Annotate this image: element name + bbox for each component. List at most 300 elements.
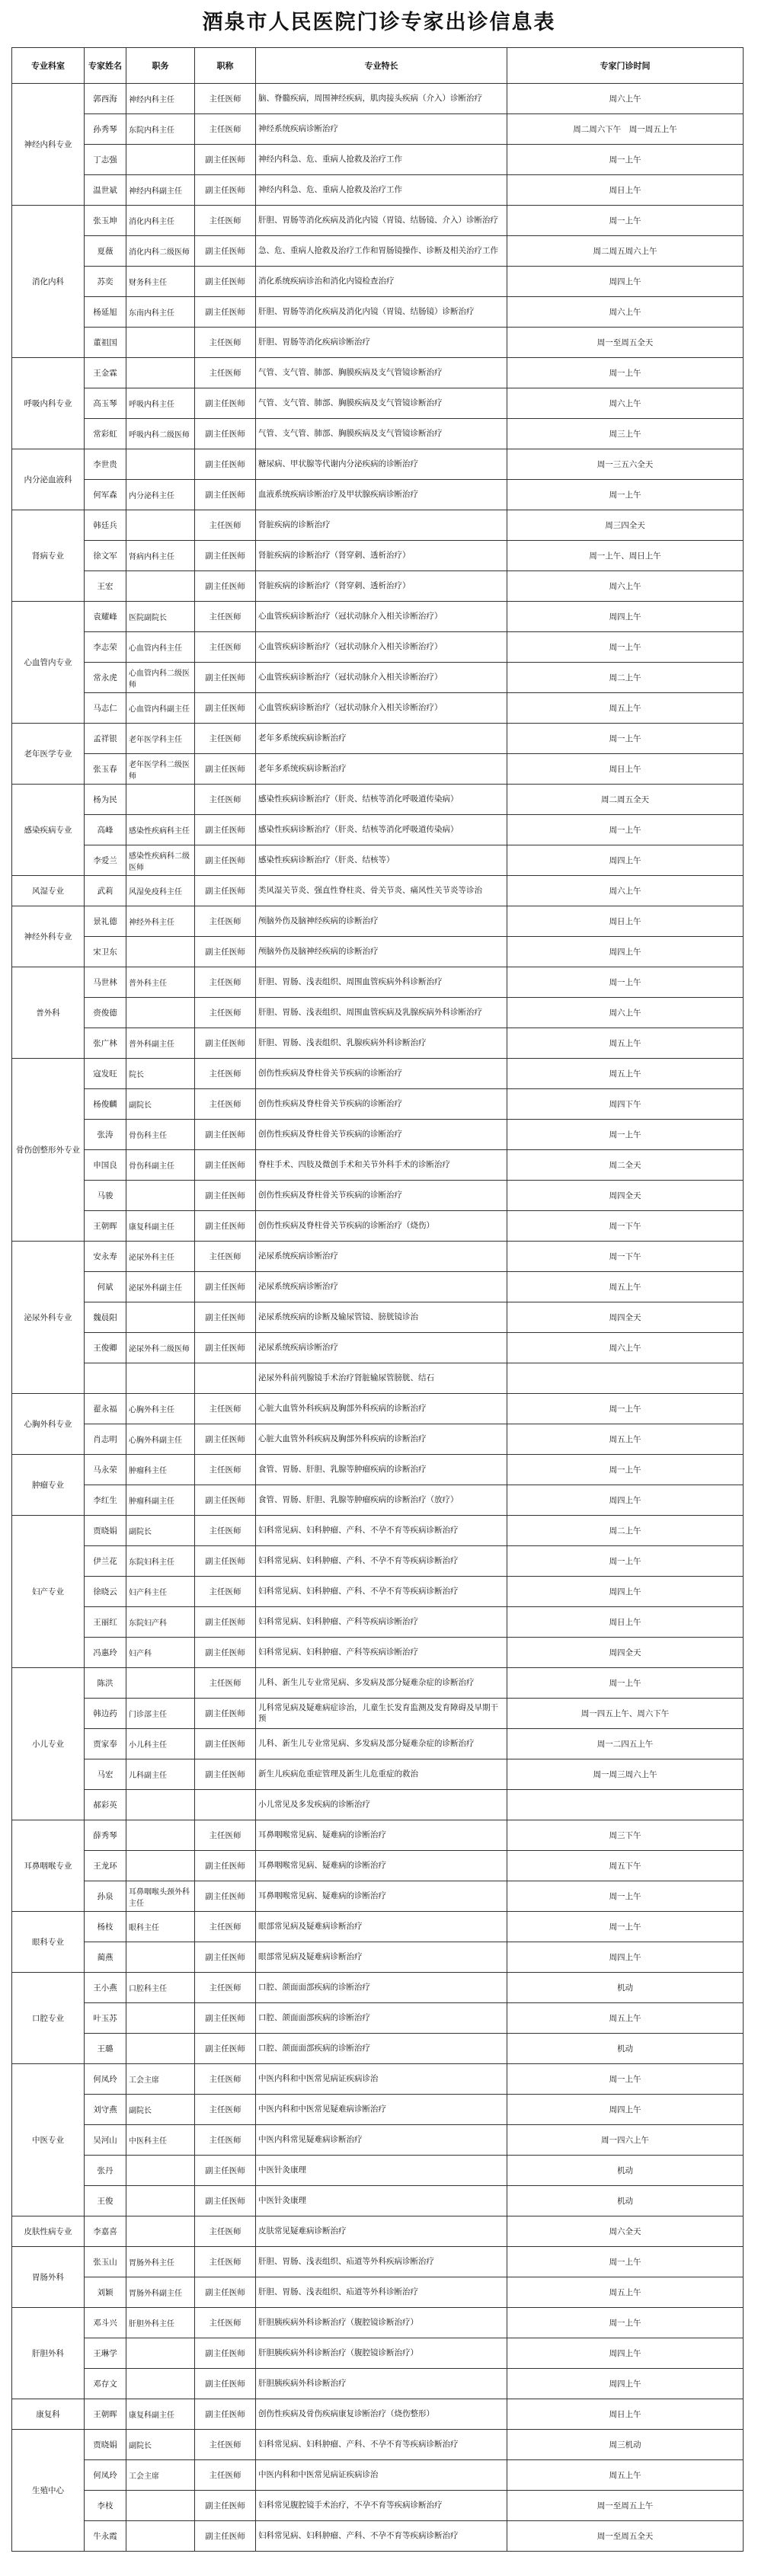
title-cell: 副主任医师 [195,663,256,693]
schedule-cell: 周一上午 [507,1120,744,1150]
position-cell [126,1302,195,1333]
title-cell: 主任医师 [195,1455,256,1485]
table-row [12,388,744,419]
schedule-cell: 周二全天 [507,1150,744,1181]
table-row [12,967,744,998]
schedule-cell: 周一至周五全天 [507,328,744,358]
specialty-cell: 新生儿疾病危重症管理及新生儿危重症的救治 [256,1759,507,1790]
title-cell: 副主任医师 [195,876,256,906]
schedule-cell: 周二周五全天 [507,785,744,815]
department-cell: 神经外科专业 [12,906,85,967]
expert-name-cell: 王璐 [85,2034,126,2064]
specialty-cell: 妇科常见腹腔镜手术治疗，不孕不育等疾病诊断治疗 [256,2491,507,2521]
title-cell: 副主任医师 [195,480,256,510]
expert-name-cell: 孟祥银 [85,724,126,754]
title-cell: 主任医师 [195,84,256,114]
table-row [12,510,744,541]
title-cell: 主任医师 [195,1516,256,1546]
table-row [12,1881,744,1912]
schedule-cell: 周一上午 [507,480,744,510]
table-row [12,175,744,206]
table-row [12,937,744,967]
expert-name-cell: 陈洪 [85,1668,126,1699]
table-row [12,754,744,785]
title-cell: 主任医师 [195,1577,256,1607]
table-row [12,1181,744,1211]
title-cell: 主任医师 [195,2460,256,2491]
expert-name-cell: 温世斌 [85,175,126,206]
title-cell: 副主任医师 [195,1181,256,1211]
specialty-cell: 肾脏疾病的诊断治疗 [256,510,507,541]
position-cell [126,937,195,967]
schedule-cell: 周六上午 [507,84,744,114]
expert-name-cell: 何凤玲 [85,2064,126,2095]
schedule-cell: 周一上午 [507,1668,744,1699]
expert-name-cell: 孙秀琴 [85,114,126,145]
specialty-cell: 心脏大血管外科疾病及胸部外科疾病的诊断治疗 [256,1394,507,1424]
specialty-cell: 耳鼻咽喉常见病、疑难病的诊断治疗 [256,1851,507,1881]
title-cell: 主任医师 [195,2216,256,2247]
specialty-cell: 肝胆、胃肠、浅表组织、乳腺疾病外科诊断治疗 [256,1028,507,1059]
position-cell [126,2338,195,2369]
title-cell: 副主任医师 [195,1699,256,1729]
title-cell: 副主任医师 [195,1302,256,1333]
position-cell: 工会主席 [126,2064,195,2095]
expert-name-cell: 郭西海 [85,84,126,114]
expert-name-cell: 王朝晖 [85,1211,126,1242]
specialty-cell: 感染性疾病诊断治疗（肝炎、结核等消化呼吸道传染病） [256,815,507,845]
title-cell: 主任医师 [195,114,256,145]
expert-name-cell: 何军森 [85,480,126,510]
expert-name-cell: 贾家奉 [85,1729,126,1759]
table-row [12,419,744,449]
schedule-cell: 周一下午 [507,1242,744,1272]
position-cell: 泌尿外科主任 [126,1242,195,1272]
specialty-cell: 肝胆、胃肠、浅表组织、周围血管疾病及乳腺疾病外科诊断治疗 [256,998,507,1028]
expert-name-cell: 邓斗兴 [85,2308,126,2338]
table-row [12,815,744,845]
position-cell: 肝胆外科主任 [126,2308,195,2338]
position-cell: 老年医学科主任 [126,724,195,754]
specialty-cell: 肾脏疾病的诊断治疗（肾穿刺、透析治疗） [256,571,507,602]
title-cell: 副主任医师 [195,571,256,602]
title-cell: 副主任医师 [195,297,256,328]
title-cell: 主任医师 [195,1668,256,1699]
position-cell: 康复科副主任 [126,2399,195,2430]
position-cell: 消化内科二级医师 [126,236,195,267]
specialty-cell: 颅脑外伤及脑神经疾病的诊断治疗 [256,906,507,937]
position-cell [126,2521,195,2552]
schedule-cell: 周四上午 [507,937,744,967]
title-cell: 主任医师 [195,724,256,754]
table-row [12,2308,744,2338]
schedule-cell: 周六上午 [507,571,744,602]
title-cell: 主任医师 [195,906,256,937]
title-cell: 副主任医师 [195,1211,256,1242]
expert-name-cell: 王龙环 [85,1851,126,1881]
specialty-cell: 儿科、新生儿专业常见病、多发病及部分疑难杂症的诊断治疗 [256,1668,507,1699]
expert-name-cell: 李世贵 [85,449,126,480]
title-cell: 副主任医师 [195,541,256,571]
department-cell: 眼科专业 [12,1912,85,1973]
expert-name-cell: 李红生 [85,1485,126,1516]
expert-name-cell: 贾晓娟 [85,1516,126,1546]
title-cell: 主任医师 [195,206,256,236]
schedule-cell: 周日上午 [507,175,744,206]
specialty-cell: 感染性疾病诊断治疗（肝炎、结核等消化呼吸道传染病） [256,785,507,815]
expert-name-cell: 蔺燕 [85,1942,126,1973]
schedule-cell: 周四上午 [507,845,744,876]
specialty-cell: 神经内科急、危、重病人抢救及治疗工作 [256,175,507,206]
title-cell: 副主任医师 [195,175,256,206]
title-cell: 副主任医师 [195,693,256,724]
title-cell: 主任医师 [195,2430,256,2460]
position-cell: 神经内科副主任 [126,175,195,206]
schedule-cell: 机动 [507,2034,744,2064]
table-row [12,1059,744,1089]
header-row [12,48,744,84]
expert-name-cell: 杨俊麟 [85,1089,126,1120]
position-cell [126,510,195,541]
position-cell [126,328,195,358]
title-cell: 副主任医师 [195,1028,256,1059]
table-row [12,358,744,388]
table-row [12,2338,744,2369]
table-row [12,267,744,297]
position-cell: 康复科副主任 [126,1211,195,1242]
specialty-cell: 中医内科和中医常见病证疾病诊治 [256,2064,507,2095]
table-row [12,1242,744,1272]
title-cell: 主任医师 [195,2064,256,2095]
position-cell: 心血管内科二级医师 [126,663,195,693]
specialty-cell: 耳鼻咽喉常见病、疑难病的诊断治疗 [256,1820,507,1851]
expert-name-cell: 高玉琴 [85,388,126,419]
position-cell: 呼吸内科二级医师 [126,419,195,449]
table-row [12,2247,744,2277]
department-cell: 泌尿外科专业 [12,1242,85,1394]
position-cell: 东院妇产科 [126,1607,195,1638]
table-row [12,1272,744,1302]
schedule-cell: 周五下午 [507,1851,744,1881]
schedule-cell: 周四上午 [507,1942,744,1973]
expert-name-cell: 马世林 [85,967,126,998]
department-cell: 骨伤创整形外专业 [12,1059,85,1242]
table-row [12,876,744,906]
schedule-cell: 周六上午 [507,1333,744,1363]
expert-name-cell: 丁志强 [85,145,126,175]
schedule-cell: 周一四五上午、周六下午 [507,1699,744,1729]
schedule-cell: 周二周五周六上午 [507,236,744,267]
schedule-cell: 周五上午 [507,2277,744,2308]
specialty-cell: 小儿常见及多发疾病的诊断治疗 [256,1790,507,1820]
table-row [12,1455,744,1485]
department-cell: 心血管内专业 [12,602,85,724]
title-cell: 主任医师 [195,632,256,663]
schedule-cell: 周一上午、周日上午 [507,541,744,571]
title-cell: 主任医师 [195,967,256,998]
table-row [12,998,744,1028]
position-cell: 门诊部主任 [126,1699,195,1729]
schedule-cell: 周一上午 [507,1881,744,1912]
schedule-cell: 周一上午 [507,724,744,754]
schedule-cell: 周五上午 [507,1028,744,1059]
col-header-position: 职务 [126,48,195,84]
table-row [12,2277,744,2308]
expert-name-cell: 赍俊德 [85,998,126,1028]
title-cell: 主任医师 [195,1912,256,1942]
table-row [12,1668,744,1699]
specialty-cell: 创伤性疾病及脊柱骨关节疾病的诊断治疗 [256,1089,507,1120]
expert-name-cell: 马骏 [85,1181,126,1211]
expert-name-cell: 贾晓娟 [85,2430,126,2460]
position-cell: 副院长 [126,1516,195,1546]
expert-name-cell: 叶玉苏 [85,2003,126,2034]
title-cell: 副主任医师 [195,1942,256,1973]
specialty-cell: 肝胆、胃肠等消化疾病及消化内镜（胃镜、结肠镜）诊断治疗 [256,297,507,328]
table-row [12,1912,744,1942]
schedule-cell: 周日上午 [507,1607,744,1638]
title-cell: 副主任医师 [195,1851,256,1881]
expert-name-cell: 张涛 [85,1120,126,1150]
expert-name-cell: 景礼德 [85,906,126,937]
position-cell: 普外科副主任 [126,1028,195,1059]
department-cell: 老年医学专业 [12,724,85,785]
specialty-cell: 创伤性疾病及脊柱骨关节疾病的诊断治疗 [256,1059,507,1089]
specialty-cell: 妇科常见病、妇科肿瘤、产科、不孕不育等疾病诊断治疗 [256,2521,507,2552]
department-cell: 肝胆外科 [12,2308,85,2399]
table-row [12,1302,744,1333]
specialty-cell: 口腔、颌面面部疾病的诊断治疗 [256,2034,507,2064]
expert-name-cell: 王俊 [85,2186,126,2216]
title-cell: 副主任医师 [195,754,256,785]
title-cell: 副主任医师 [195,1759,256,1790]
table-row [12,1333,744,1363]
title-cell: 副主任医师 [195,236,256,267]
title-cell: 副主任医师 [195,145,256,175]
specialty-cell: 心血管疾病诊断治疗（冠状动脉介入相关诊断治疗） [256,602,507,632]
schedule-cell: 周一上午 [507,815,744,845]
position-cell: 呼吸内科主任 [126,388,195,419]
table-row [12,1759,744,1790]
table-row [12,1120,744,1150]
col-header-dept: 专业科室 [12,48,85,84]
specialty-cell: 皮肤常见疑难病诊断治疗 [256,2216,507,2247]
schedule-cell: 周四下午 [507,1089,744,1120]
schedule-cell: 周六上午 [507,388,744,419]
position-cell: 东院内科主任 [126,114,195,145]
expert-name-cell: 张玉春 [85,754,126,785]
table-row [12,571,744,602]
title-cell: 主任医师 [195,998,256,1028]
position-cell [126,1942,195,1973]
title-cell: 副主任医师 [195,2156,256,2186]
title-cell: 主任医师 [195,1394,256,1424]
position-cell: 院长 [126,1059,195,1089]
schedule-cell: 周六上午 [507,297,744,328]
table-row [12,2399,744,2430]
schedule-cell [507,1363,744,1394]
table-row [12,1028,744,1059]
department-cell: 内分泌血液科 [12,449,85,510]
schedule-cell: 周四上午 [507,2095,744,2125]
table-row [12,1790,744,1820]
title-cell: 主任医师 [195,2308,256,2338]
table-row [12,236,744,267]
table-row [12,1577,744,1607]
specialty-cell: 眼部常见病及疑难病诊断治疗 [256,1942,507,1973]
schedule-cell: 周三下午 [507,1820,744,1851]
specialty-cell: 中医内科和中医常见病证疾病诊治 [256,2460,507,2491]
table-row [12,2216,744,2247]
specialty-cell: 中医内科和中医常见疑难病诊断治疗 [256,2095,507,2125]
position-cell: 儿科副主任 [126,1759,195,1790]
position-cell: 骨伤科主任 [126,1120,195,1150]
title-cell: 副主任医师 [195,449,256,480]
expert-name-cell: 牛永霞 [85,2521,126,2552]
position-cell: 骨伤科副主任 [126,1150,195,1181]
specialty-cell: 气管、支气管、肺部、胸膜疾病及支气管镜诊断治疗 [256,358,507,388]
department-cell: 耳鼻咽喉专业 [12,1820,85,1912]
position-cell: 神经内科主任 [126,84,195,114]
table-row [12,297,744,328]
expert-name-cell: 李枝 [85,2491,126,2521]
specialty-cell: 肝胆、胃肠等消化疾病诊断治疗 [256,328,507,358]
schedule-cell: 周日上午 [507,906,744,937]
title-cell: 副主任医师 [195,1272,256,1302]
title-cell: 主任医师 [195,1820,256,1851]
expert-name-cell: 徐文军 [85,541,126,571]
specialty-cell: 消化系统疾病诊治和消化内镜检查治疗 [256,267,507,297]
title-cell: 副主任医师 [195,1150,256,1181]
title-cell: 副主任医师 [195,419,256,449]
position-cell [126,785,195,815]
table-row [12,1516,744,1546]
title-cell: 主任医师 [195,1059,256,1089]
specialty-cell: 肝胆、胃肠、浅表组织、周围血管疾病外科诊断治疗 [256,967,507,998]
position-cell: 耳鼻咽喉头颈外科主任 [126,1881,195,1912]
expert-name-cell: 肖志明 [85,1424,126,1455]
col-header-specialty: 专业特长 [256,48,507,84]
specialty-cell: 创伤性疾病及脊柱骨关节疾病的诊断治疗（烧伤） [256,1211,507,1242]
position-cell: 口腔科主任 [126,1973,195,2003]
table-row [12,1363,744,1394]
specialty-cell: 创伤性疾病及脊柱骨关节疾病的诊断治疗 [256,1120,507,1150]
table-row [12,2491,744,2521]
title-cell: 主任医师 [195,510,256,541]
title-cell: 副主任医师 [195,1638,256,1668]
specialty-cell: 眼部常见病及疑难病诊断治疗 [256,1912,507,1942]
specialty-cell: 血液系统疾病诊断治疗及甲状腺疾病诊断治疗 [256,480,507,510]
title-cell: 副主任医师 [195,815,256,845]
expert-name-cell: 邓存文 [85,2369,126,2399]
schedule-cell: 周一至周五上午 [507,2491,744,2521]
expert-name-cell: 袁耀峰 [85,602,126,632]
position-cell: 医院副院长 [126,602,195,632]
specialty-cell: 肝胆、胃肠、浅表组织、疝道等外科诊断治疗 [256,2277,507,2308]
schedule-cell: 周一四六上午 [507,2125,744,2156]
expert-name-cell: 薛秀琴 [85,1820,126,1851]
table-row [12,2003,744,2034]
table-row [12,541,744,571]
specialty-cell: 肝胆胰疾病外科诊断治疗（腹腔镜诊断治疗） [256,2338,507,2369]
expert-name-cell: 王丽红 [85,1607,126,1638]
table-row [12,906,744,937]
specialty-cell: 中医针灸康理 [256,2156,507,2186]
schedule-cell: 周一至周五全天 [507,2521,744,2552]
specialty-cell: 泌尿系统疾病诊断治疗 [256,1242,507,1272]
table-row [12,145,744,175]
table-row [12,2156,744,2186]
schedule-cell: 机动 [507,2186,744,2216]
table-body [12,84,744,2552]
col-header-name: 专家姓名 [85,48,126,84]
specialty-cell: 类风湿关节炎、强直性脊柱炎、骨关节炎、痛风性关节炎等诊治 [256,876,507,906]
department-cell: 风湿专业 [12,876,85,906]
department-cell: 感染疾病专业 [12,785,85,876]
title-cell: 副主任医师 [195,1546,256,1577]
title-cell: 主任医师 [195,1242,256,1272]
table-row [12,1150,744,1181]
schedule-cell: 周五上午 [507,2460,744,2491]
expert-name-cell: 马志仁 [85,693,126,724]
schedule-cell: 周日上午 [507,754,744,785]
schedule-cell: 周一周三周六上午 [507,1759,744,1790]
specialty-cell: 急、危、重病人抢救及治疗工作和胃肠镜操作、诊断及相关治疗工作 [256,236,507,267]
department-cell: 妇产专业 [12,1516,85,1668]
table-row [12,114,744,145]
table-row [12,663,744,693]
expert-name-cell: 夏薇 [85,236,126,267]
title-cell: 主任医师 [195,358,256,388]
department-cell: 中医专业 [12,2064,85,2216]
table-row [12,602,744,632]
table-row [12,2369,744,2399]
expert-name-cell: 常永虎 [85,663,126,693]
expert-name-cell: 杨为民 [85,785,126,815]
position-cell: 普外科主任 [126,967,195,998]
position-cell [126,358,195,388]
table-row [12,1089,744,1120]
table-row [12,1851,744,1881]
position-cell: 副院长 [126,2430,195,2460]
schedule-cell: 周一上午 [507,2247,744,2277]
expert-name-cell: 张丹 [85,2156,126,2186]
table-row [12,1485,744,1516]
position-cell: 工会主席 [126,2460,195,2491]
position-cell: 妇产科主任 [126,1577,195,1607]
position-cell [126,449,195,480]
title-cell: 副主任医师 [195,2399,256,2430]
expert-name-cell [85,1363,126,1394]
schedule-cell: 周一上午 [507,206,744,236]
title-cell: 副主任医师 [195,267,256,297]
specialty-cell: 脊柱手术、四肢及微创手术和关节外科手术的诊断治疗 [256,1150,507,1181]
expert-name-cell: 伊兰花 [85,1546,126,1577]
schedule-cell: 周一上午 [507,1912,744,1942]
department-cell: 生殖中心 [12,2430,85,2552]
table-row [12,84,744,114]
expert-name-cell: 马永荣 [85,1455,126,1485]
position-cell [126,2003,195,2034]
position-cell [126,2186,195,2216]
specialty-cell: 气管、支气管、肺部、胸膜疾病及支气管镜诊断治疗 [256,419,507,449]
table-row [12,1729,744,1759]
expert-name-cell: 王小燕 [85,1973,126,2003]
table-row [12,2125,744,2156]
title-cell: 副主任医师 [195,1881,256,1912]
expert-name-cell: 苏奕 [85,267,126,297]
expert-name-cell: 郝彩英 [85,1790,126,1820]
